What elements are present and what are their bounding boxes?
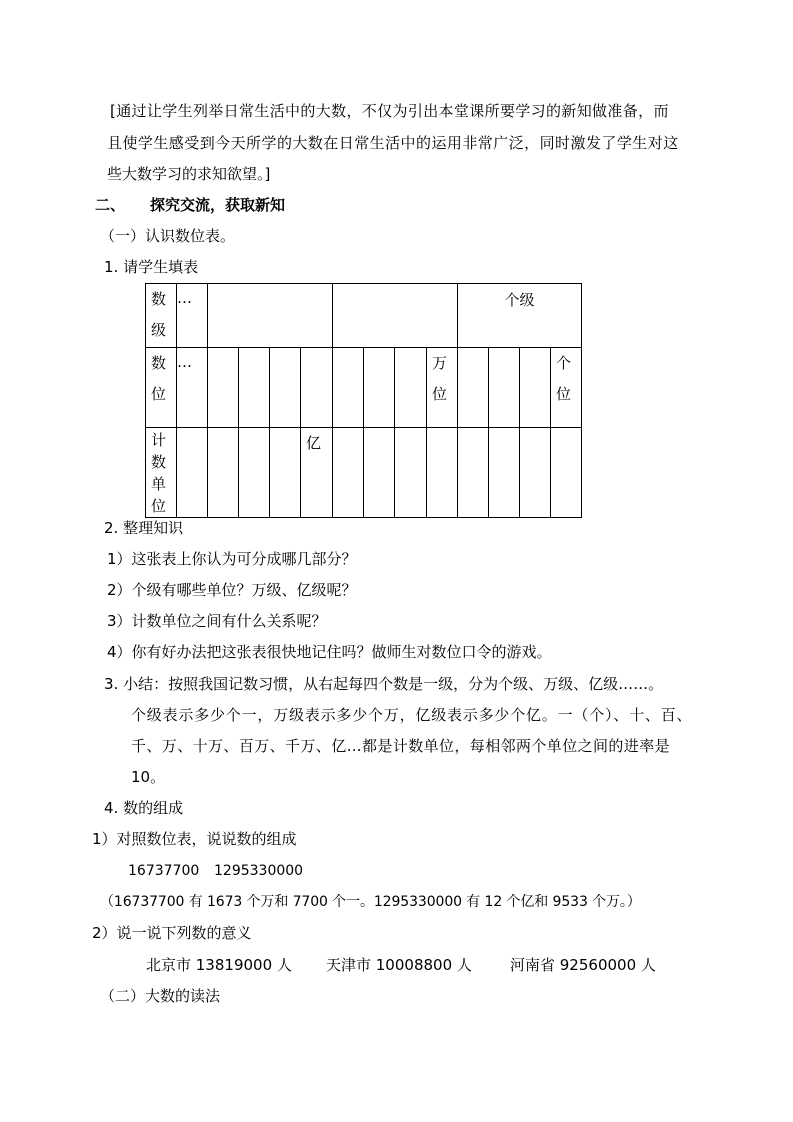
table-cell [333,428,364,518]
table-row-levels [146,284,582,348]
example-number-1: 16737700 [128,863,200,879]
table-row-places [146,348,582,428]
question-3: 3）计数单位之间有什么关系呢？ [107,612,327,630]
place-value-table [145,283,582,518]
table-cell [177,428,208,518]
table-cell [489,348,520,428]
table-cell [301,348,333,428]
cell-wan-level [333,284,458,348]
cell-ellipsis [177,348,208,428]
part2-title: （二）大数的读法 [100,987,221,1005]
section-number: 二、 [95,196,126,214]
cell-yi-unit [301,428,333,518]
step2-title: 2. 整理知识 [104,519,184,537]
table-cell [208,428,239,518]
city-beijing: 北京市 13819000 人 [146,956,292,974]
summary-line-2: 个级表示多少个一，万级表示多少个万，亿级表示多少个亿。一（个）、十、百、 [131,706,693,724]
composition-explanation: （16737700 有 1673 个万和 7700 个一。1295330000 有 12 个亿和 9533 个万。） [100,894,641,910]
intro-line-1: [通过让学生列举日常生活中的大数，不仅为引出本堂课所要学习的新知做准备，而 [110,102,669,120]
table-cell [364,348,395,428]
question-2: 2）个级有哪些单位？万级、亿级呢？ [107,581,357,599]
table-cell [270,428,301,518]
step4-title: 4. 数的组成 [104,799,184,817]
table-cell [458,348,489,428]
cell-row-label-levels [146,284,177,348]
ellipsis-text: … [177,289,192,307]
cell-ge-place [551,348,582,428]
row-label-text: 数 位 [151,354,167,403]
table-cell [551,428,582,518]
cell-row-label-units [146,428,177,518]
step4-sub2: 2）说一说下列数的意义 [92,924,252,942]
table-cell [427,428,458,518]
cell-ge-level [458,284,582,348]
table-cell [364,428,395,518]
intro-line-3: 些大数学习的求知欲望。] [107,165,271,183]
city-tianjin: 天津市 10008800 人 [326,956,472,974]
cell-row-label-places [146,348,177,428]
section-title: 探究交流，获取新知 [150,196,286,214]
ge-level-text: 个级 [504,291,535,309]
part1-title: （一）认识数位表。 [100,227,236,245]
table-cell [520,348,551,428]
table-row-units [146,428,582,518]
row-label-text: 计 数 单 位 [151,431,167,515]
summary-line-1: 3. 小结：按照我国记数习惯，从右起每四个数是一级，分为个级、万级、亿级……。 [104,675,664,693]
table-cell [520,428,551,518]
table-cell [458,428,489,518]
table-cell [395,348,427,428]
row-label-text: 数 级 [151,290,167,339]
step4-sub1: 1）对照数位表，说说数的组成 [92,830,297,848]
summary-line-3: 千、万、十万、百万、千万、亿…都是计数单位，每相邻两个单位之间的进率是 [131,737,671,755]
table-cell [395,428,427,518]
table-cell [239,428,270,518]
question-1: 1）这张表上你认为可分成哪几部分？ [107,550,357,568]
table-cell [208,348,239,428]
ge-place-text: 个 位 [556,354,572,403]
intro-line-2: 且使学生感受到今天所学的大数在日常生活中的运用非常广泛，同时激发了学生对这 [107,134,679,152]
cell-wan-place [427,348,458,428]
table-cell [489,428,520,518]
yi-unit-text: 亿 [306,434,322,452]
example-number-2: 1295330000 [214,863,304,879]
wan-place-text: 万 位 [432,354,448,403]
cell-yi-level [208,284,333,348]
step1-title: 1. 请学生填表 [104,258,199,276]
table-cell [270,348,301,428]
question-4: 4）你有好办法把这张表很快地记住吗？做师生对数位口令的游戏。 [107,643,552,661]
summary-line-4: 10。 [131,768,166,786]
table-cell [333,348,364,428]
cell-ellipsis [177,284,208,348]
table-cell [239,348,270,428]
ellipsis-text: … [177,353,192,371]
city-henan: 河南省 92560000 人 [510,956,656,974]
